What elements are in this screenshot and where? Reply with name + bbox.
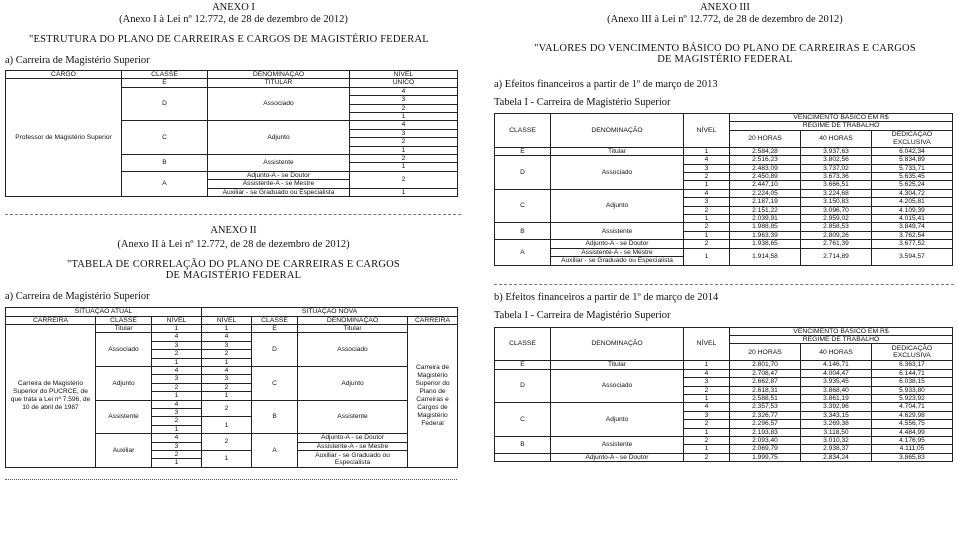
classe-cell: D (252, 333, 298, 367)
value-cell: 4.111,05 (872, 445, 953, 453)
value-cell: 3.935,45 (801, 378, 872, 386)
nivel-cell: 4 (152, 333, 202, 341)
table-row (495, 361, 953, 369)
carreira-atual-cell: Carreira de Magistério Superior do PUCRCE, de que trata a Lei nº 7.596, de 10 de abril de 1987 (6, 324, 96, 467)
denominacao-cell: Adjunto (551, 403, 684, 437)
nivel-cell: 3 (152, 375, 202, 383)
value-cell: 3.150,83 (801, 198, 872, 206)
anexo1-title: ANEXO I (212, 2, 255, 13)
nivel-cell: 3 (684, 164, 730, 172)
denominacao-cell: Associado (551, 369, 684, 403)
value-cell: 3.594,57 (872, 248, 953, 265)
value-cell: 5.625,24 (872, 181, 953, 189)
nivel-cell: 2 (684, 173, 730, 181)
header-denominacao: DENOMINAÇÃO (551, 327, 684, 361)
anexo1-table (5, 70, 458, 197)
value-cell: 3.666,51 (801, 181, 872, 189)
anexo1-subtitle: (Anexo I à Lei nº 12.772, de 28 de dezembro de 2012) (119, 14, 348, 25)
nivel-cell: 2 (684, 386, 730, 394)
denominacao-cell: Adjunto-A - se Doutor (208, 171, 350, 179)
value-cell: 4.304,72 (872, 189, 953, 197)
nivel-cell: 1 (202, 324, 252, 332)
table-header-row (495, 114, 953, 122)
nivel-cell: 2 (684, 206, 730, 214)
header-situacao-nova: SITUAÇÃO NOVA (202, 308, 458, 316)
value-cell: 2.296,57 (730, 420, 801, 428)
denominacao-cell: Associado (298, 333, 408, 367)
value-cell: 2.761,39 (801, 240, 872, 248)
table-header-row (495, 327, 953, 335)
nivel-cell: 2 (152, 417, 202, 425)
anexo3-title: ANEXO III (700, 2, 750, 13)
value-cell: 4.484,99 (872, 428, 953, 436)
header-classe: CLASSE (96, 316, 152, 324)
value-cell: 2.714,89 (801, 248, 872, 265)
value-cell: 2.516,23 (730, 156, 801, 164)
anexo2-title: ANEXO II (210, 225, 257, 237)
table-row (6, 79, 458, 87)
anexo1-heading: "ESTRUTURA DO PLANO DE CARREIRAS E CARGOS DE MAGISTÉRIO FEDERAL (29, 34, 429, 45)
nivel-cell: 1 (202, 451, 252, 468)
nivel-cell: 3 (350, 129, 458, 137)
value-cell: 2.093,40 (730, 436, 801, 444)
nivel-cell: 1 (684, 428, 730, 436)
value-cell: 2.938,37 (801, 445, 872, 453)
value-cell: 2.809,26 (801, 231, 872, 239)
table-row (495, 436, 953, 444)
header-carreira: CARREIRA (408, 316, 458, 324)
value-cell: 2.069,79 (730, 445, 801, 453)
nivel-cell: 2 (684, 453, 730, 461)
nivel-cell: 2 (684, 420, 730, 428)
classe-cell: B (495, 436, 551, 453)
classe-cell: E (495, 147, 551, 155)
value-cell: 1.999,75 (730, 453, 801, 461)
classe-cell: E (252, 324, 298, 332)
value-cell: 4.146,71 (801, 361, 872, 369)
nivel-cell: 1 (684, 215, 730, 223)
table-row (495, 248, 953, 256)
value-cell: 4.004,47 (801, 369, 872, 377)
table-row (495, 223, 953, 231)
classe-cell: D (495, 156, 551, 190)
nivel-cell: 2 (202, 350, 252, 358)
nivel-cell: 1 (684, 394, 730, 402)
nivel-cell: 1 (350, 188, 458, 196)
nivel-cell: 4 (152, 366, 202, 374)
header-vencimento: VENCIMENTO BÁSICO EM R$ (730, 327, 953, 335)
carreira-nova-cell: Carreira de Magistério Superior do Plano de Carreiras e Cargos de Magistério Federal (408, 324, 458, 467)
nivel-cell: 3 (684, 411, 730, 419)
value-cell: 4.629,98 (872, 411, 953, 419)
header-nivel: NÍVEL (152, 316, 202, 324)
nivel-cell: 1 (152, 459, 202, 467)
denominacao-cell: Assistente (551, 436, 684, 453)
value-cell: 3.224,68 (801, 189, 872, 197)
anexo3-heading-2: DE MAGISTÉRIO FEDERAL (657, 54, 793, 65)
table-row (495, 369, 953, 377)
value-cell: 5.635,45 (872, 173, 953, 181)
value-cell: 2.224,05 (730, 189, 801, 197)
nivel-cell: 3 (350, 96, 458, 104)
value-cell: 3.849,74 (872, 223, 953, 231)
nivel-cell: 1 (202, 358, 252, 366)
separator (5, 479, 457, 480)
classe-cell: B (495, 223, 551, 240)
nivel-cell: 1 (202, 417, 252, 434)
value-cell: 3.096,70 (801, 206, 872, 214)
classe-cell: D (122, 87, 208, 121)
value-cell: 2.447,10 (730, 181, 801, 189)
denominacao-cell: Adjunto-A - se Doutor (298, 434, 408, 442)
anexo3-tabela-a: Tabela I - Carreira de Magistério Superior (494, 97, 671, 108)
value-cell: 2.959,02 (801, 215, 872, 223)
denominacao-cell: Titular (551, 147, 684, 155)
nivel-cell: 4 (684, 156, 730, 164)
value-cell: 4.205,81 (872, 198, 953, 206)
classe-cell: C (495, 403, 551, 437)
classe-cell: B (252, 400, 298, 434)
denominacao-cell: Assistente-A - se Mestre (298, 442, 408, 450)
header-denominacao: DENOMINAÇÃO (551, 114, 684, 148)
value-cell: 3.937,63 (801, 147, 872, 155)
value-cell: 3.392,96 (801, 403, 872, 411)
nivel-cell: 3 (684, 378, 730, 386)
anexo3-heading-1: "VALORES DO VENCIMENTO BÁSICO DO PLANO DE CARREIRAS E CARGOS (534, 43, 916, 54)
value-cell: 4.176,95 (872, 436, 953, 444)
value-cell: 2.834,24 (801, 453, 872, 461)
classe-cell: A (252, 434, 298, 468)
value-cell: 1.938,65 (730, 240, 801, 248)
header-20-horas: 20 HORAS (730, 344, 801, 361)
header-regime: REGIME DE TRABALHO (730, 122, 953, 130)
header-nivel: NÍVEL (350, 71, 458, 79)
value-cell: 2.584,28 (730, 147, 801, 155)
nivel-cell: 1 (684, 445, 730, 453)
value-cell: 3.010,32 (801, 436, 872, 444)
table-row (495, 189, 953, 197)
value-cell: 2.187,19 (730, 198, 801, 206)
value-cell: 4.109,39 (872, 206, 953, 214)
value-cell: 3.802,56 (801, 156, 872, 164)
value-cell: 6.038,15 (872, 378, 953, 386)
nivel-cell: 4 (202, 366, 252, 374)
denominacao-cell: Associado (208, 87, 350, 121)
cargo-cell: Professor de Magistério Superior (6, 79, 122, 197)
nivel-cell: 2 (684, 240, 730, 248)
value-cell: 5.933,80 (872, 386, 953, 394)
anexo3-subtitle: (Anexo III à Lei nº 12.772, de 28 de dezembro de 2012) (607, 14, 843, 25)
value-cell: 2.801,70 (730, 361, 801, 369)
header-classe: CLASSE (495, 114, 551, 148)
anexo2-table (5, 307, 458, 468)
nivel-cell: 2 (202, 383, 252, 391)
denominacao-cell: Associado (551, 156, 684, 190)
header-dedicacao-exclusiva: DEDICAÇÃO EXCLUSIVA (872, 344, 953, 361)
denominacao-cell: Titular (551, 361, 684, 369)
value-cell: 2.618,31 (730, 386, 801, 394)
header-40-horas: 40 HORAS (801, 130, 872, 147)
classe-cell: Adjunto (96, 366, 152, 400)
header-nivel: NÍVEL (684, 327, 730, 361)
header-denominacao: DENOMINAÇÃO (208, 71, 350, 79)
classe-cell: C (495, 189, 551, 223)
nivel-cell: 2 (350, 171, 458, 188)
denominacao-cell: Auxiliar - se Graduado ou Especialista (551, 257, 684, 265)
header-classe: CLASSE (122, 71, 208, 79)
vencimento-2013-table (494, 113, 953, 266)
anexo2-section: a) Carreira de Magistério Superior (5, 291, 150, 303)
nivel-cell: 1 (684, 147, 730, 155)
denominacao-cell: TITULAR (208, 79, 350, 87)
denominacao-cell: Adjunto (551, 189, 684, 223)
value-cell: 1.914,58 (730, 248, 801, 265)
denominacao-cell: Adjunto-A - se Doutor (551, 240, 684, 248)
value-cell: 3.762,54 (872, 231, 953, 239)
table-row (495, 147, 953, 155)
header-nivel: NÍVEL (202, 316, 252, 324)
nivel-cell: 2 (350, 155, 458, 163)
nivel-cell: 2 (152, 383, 202, 391)
nivel-cell: 1 (152, 324, 202, 332)
classe-cell: B (122, 155, 208, 172)
nivel-cell: 4 (350, 87, 458, 95)
anexo2-subtitle: (Anexo II à Lei nº 12.772, de 28 de dezembro de 2012) (117, 239, 350, 251)
classe-cell: A (495, 240, 551, 265)
header-20-horas: 20 HORAS (730, 130, 801, 147)
nivel-cell: 1 (684, 248, 730, 265)
denominacao-cell: Assistente (551, 223, 684, 240)
anexo3-tabela-b: Tabela I - Carreira de Magistério Superior (494, 309, 671, 321)
nivel-cell: 1 (350, 146, 458, 154)
classe-cell: Associado (96, 333, 152, 367)
right-column (494, 0, 956, 462)
nivel-cell: 2 (152, 451, 202, 459)
header-carreira: CARREIRA (6, 316, 96, 324)
nivel-cell: 1 (152, 392, 202, 400)
header-classe: CLASSE (495, 327, 551, 361)
nivel-cell: 2 (350, 138, 458, 146)
value-cell: 5.923,92 (872, 394, 953, 402)
nivel-cell: 3 (152, 442, 202, 450)
value-cell: 2.858,53 (801, 223, 872, 231)
header-classe: CLASSE (252, 316, 298, 324)
value-cell: 3.673,36 (801, 173, 872, 181)
value-cell: 2.708,47 (730, 369, 801, 377)
value-cell: 2.326,77 (730, 411, 801, 419)
nivel-cell: 2 (684, 436, 730, 444)
value-cell: 2.450,89 (730, 173, 801, 181)
denominacao-cell: Adjunto-A - se Doutor (551, 453, 684, 461)
nivel-cell: 3 (152, 341, 202, 349)
vencimento-2014-table (494, 327, 953, 463)
value-cell: 5.733,71 (872, 164, 953, 172)
table-header-row (6, 71, 458, 79)
nivel-cell: 1 (350, 163, 458, 171)
header-denominacao: DENOMINAÇÃO (298, 316, 408, 324)
separator (494, 284, 954, 285)
value-cell: 3.865,83 (872, 453, 953, 461)
nivel-cell: 2 (684, 223, 730, 231)
left-column (5, 0, 462, 480)
value-cell: 3.677,52 (872, 240, 953, 248)
table-row (495, 240, 953, 248)
denominacao-cell: Assistente (208, 155, 350, 172)
denominacao-cell: Auxiliar - se Graduado ou Especialista (208, 188, 350, 196)
value-cell: 2.039,91 (730, 215, 801, 223)
nivel-cell: 1 (350, 113, 458, 121)
value-cell: 1.988,85 (730, 223, 801, 231)
value-cell: 6.363,17 (872, 361, 953, 369)
anexo2-heading-1: "TABELA DE CORRELAÇÃO DO PLANO DE CARREIRAS E CARGOS (67, 259, 400, 271)
classe-cell: Titular (96, 324, 152, 332)
nivel-cell: 1 (202, 392, 252, 400)
value-cell: 4.015,41 (872, 215, 953, 223)
denominacao-cell: Assistente-A - se Mestre (551, 248, 684, 256)
nivel-cell: 1 (684, 181, 730, 189)
value-cell: 2.193,83 (730, 428, 801, 436)
classe-cell (495, 453, 551, 461)
anexo3-section-b: b) Efeitos financeiros a partir de 1º de março de 2014 (494, 291, 719, 303)
nivel-cell: 4 (202, 333, 252, 341)
nivel-cell: 3 (202, 375, 252, 383)
nivel-cell: 4 (152, 400, 202, 408)
value-cell: 2.483,09 (730, 164, 801, 172)
classe-cell: E (495, 361, 551, 369)
value-cell: 1.963,39 (730, 231, 801, 239)
header-vencimento: VENCIMENTO BÁSICO EM R$ (730, 114, 953, 122)
nivel-cell: 4 (152, 434, 202, 442)
nivel-cell: ÚNICO (350, 79, 458, 87)
classe-cell: D (495, 369, 551, 403)
value-cell: 5.834,89 (872, 156, 953, 164)
classe-cell: C (252, 366, 298, 400)
nivel-cell: 4 (684, 403, 730, 411)
denominacao-cell: Assistente-A - se Mestre (208, 180, 350, 188)
nivel-cell: 3 (152, 408, 202, 416)
classe-cell: E (122, 79, 208, 87)
header-situacao-atual: SITUAÇÃO ATUAL (6, 308, 202, 316)
header-40-horas: 40 HORAS (801, 344, 872, 361)
nivel-cell: 2 (202, 400, 252, 417)
value-cell: 6.144,71 (872, 369, 953, 377)
nivel-cell: 2 (152, 350, 202, 358)
denominacao-cell: Adjunto (298, 366, 408, 400)
header-nivel: NÍVEL (684, 114, 730, 148)
denominacao-cell: Adjunto (208, 121, 350, 155)
value-cell: 3.269,38 (801, 420, 872, 428)
classe-cell: A (122, 171, 208, 196)
nivel-cell: 4 (350, 121, 458, 129)
nivel-cell: 2 (202, 434, 252, 451)
value-cell: 6.042,34 (872, 147, 953, 155)
nivel-cell: 1 (684, 231, 730, 239)
value-cell: 3.343,15 (801, 411, 872, 419)
nivel-cell: 3 (684, 198, 730, 206)
value-cell: 4.704,71 (872, 403, 953, 411)
separator (5, 214, 461, 215)
table-header-row (6, 308, 458, 316)
header-cargo: CARGO (6, 71, 122, 79)
nivel-cell: 1 (684, 361, 730, 369)
anexo3-section-a: a) Efeitos financeiros a partir de 1º de março de 2013 (494, 79, 718, 90)
nivel-cell: 4 (684, 369, 730, 377)
value-cell: 3.737,02 (801, 164, 872, 172)
anexo2-heading-2: DE MAGISTÉRIO FEDERAL (165, 270, 302, 282)
nivel-cell: 4 (684, 189, 730, 197)
value-cell: 4.556,75 (872, 420, 953, 428)
anexo1-section: a) Carreira de Magistério Superior (5, 55, 150, 66)
table-row (495, 156, 953, 164)
value-cell: 3.861,19 (801, 394, 872, 402)
table-row (6, 324, 458, 332)
value-cell: 3.868,40 (801, 386, 872, 394)
table-row (495, 403, 953, 411)
value-cell: 2.151,22 (730, 206, 801, 214)
denominacao-cell: Titular (298, 324, 408, 332)
header-regime: REGIME DE TRABALHO (730, 335, 953, 343)
value-cell: 2.588,51 (730, 394, 801, 402)
nivel-cell: 1 (152, 358, 202, 366)
classe-cell: Auxiliar (96, 434, 152, 468)
nivel-cell: 2 (350, 104, 458, 112)
table-header-row (6, 316, 458, 324)
nivel-cell: 3 (202, 341, 252, 349)
value-cell: 2.357,53 (730, 403, 801, 411)
classe-cell: C (122, 121, 208, 155)
value-cell: 2.662,87 (730, 378, 801, 386)
denominacao-cell: Assistente (298, 400, 408, 434)
nivel-cell: 1 (152, 425, 202, 433)
denominacao-cell: Auxiliar - se Graduado ou Especialista (298, 451, 408, 468)
value-cell: 3.118,50 (801, 428, 872, 436)
table-row (495, 453, 953, 461)
header-dedicacao-exclusiva: DEDICAÇÃO EXCLUSIVA (872, 130, 953, 147)
classe-cell: Assistente (96, 400, 152, 434)
